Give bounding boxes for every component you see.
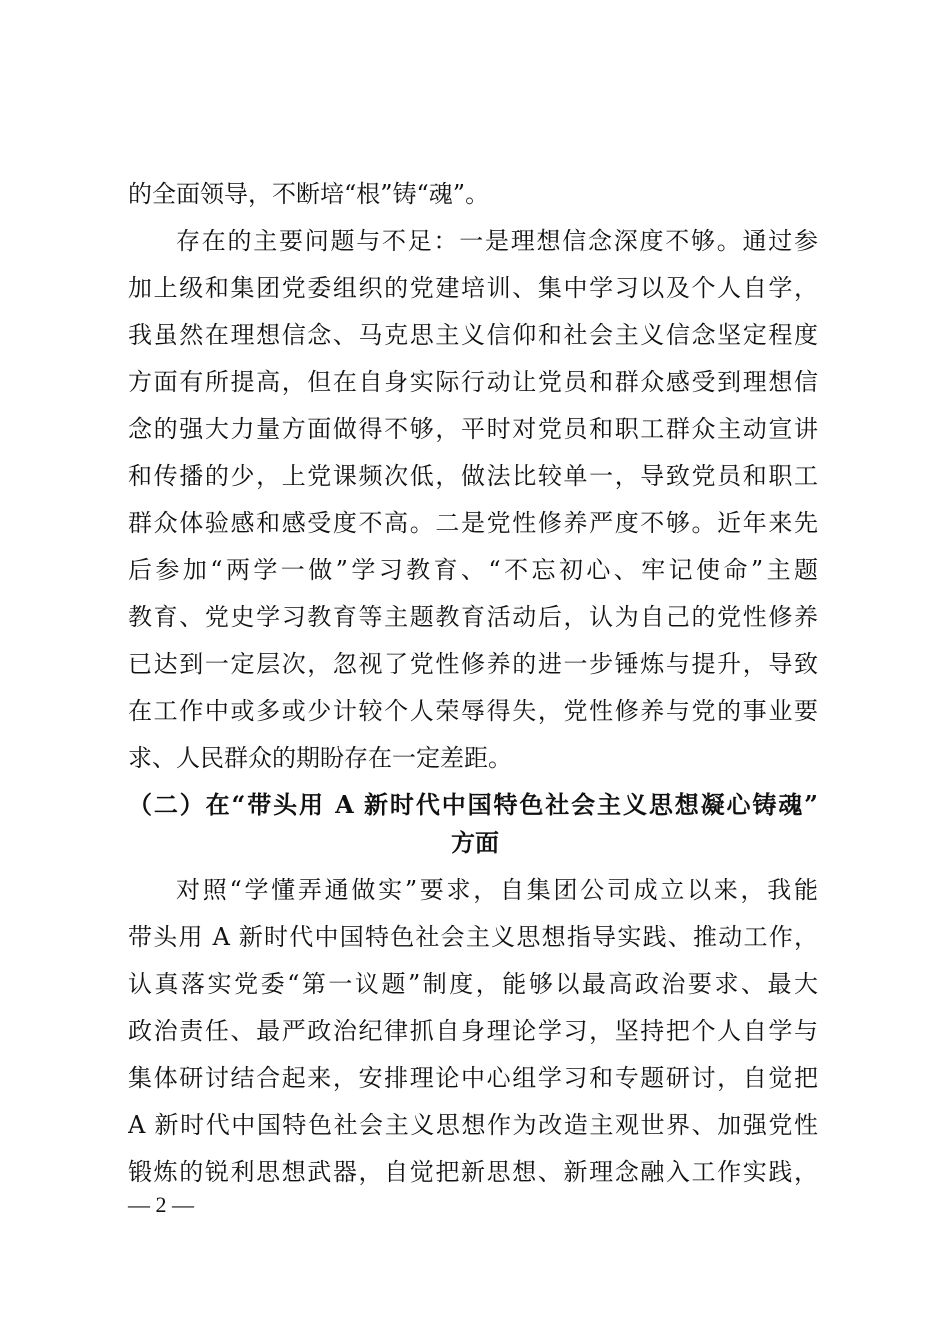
section-heading-continuation: 方面 [451, 828, 499, 857]
paragraph-line: 对照“学懂弄通做实”要求，自集团公司成立以来，我能 [176, 876, 818, 904]
paragraph-line: 带头用 A 新时代中国特色社会主义思想指导实践、推动工作， [128, 923, 818, 951]
paragraph-line: 认真落实党委“第一议题”制度，能够以最高政治要求、最大 [128, 970, 818, 998]
paragraph-line: 求、人民群众的期盼存在一定差距。 [128, 744, 512, 772]
paragraph-line: 教育、党史学习教育等主题教育活动后，认为自己的党性修养 [128, 603, 818, 631]
paragraph-line: 政治责任、最严政治纪律抓自身理论学习，坚持把个人自学与 [128, 1017, 818, 1045]
paragraph-line: 已达到一定层次，忽视了党性修养的进一步锤炼与提升，导致 [128, 650, 818, 678]
paragraph-line: 方面有所提高，但在自身实际行动让党员和群众感受到理想信 [128, 368, 818, 396]
paragraph-line: 的全面领导，不断培“根”铸“魂”。 [128, 180, 490, 208]
paragraph-line: 在工作中或多或少计较个人荣辱得失，党性修养与党的事业要 [128, 697, 818, 725]
page-number: — 2 — [128, 1192, 194, 1217]
paragraph-line: 存在的主要问题与不足：一是理想信念深度不够。通过参 [176, 227, 818, 255]
paragraph-line: A 新时代中国特色社会主义思想作为改造主观世界、加强党性 [128, 1111, 818, 1139]
paragraph-line: 锻炼的锐利思想武器，自觉把新思想、新理念融入工作实践， [128, 1158, 818, 1186]
paragraph-line: 集体研讨结合起来，安排理论中心组学习和专题研讨，自觉把 [128, 1064, 818, 1092]
paragraph-line: 后参加“两学一做”学习教育、“不忘初心、牢记使命”主题 [128, 556, 818, 584]
paragraph-line: 群众体验感和感受度不高。二是党性修养严度不够。近年来先 [128, 509, 818, 537]
paragraph-line: 念的强大力量方面做得不够，平时对党员和职工群众主动宣讲 [128, 415, 818, 443]
section-heading: （二）在“带头用 A 新时代中国特色社会主义思想凝心铸魂” [128, 790, 818, 819]
paragraph-line: 加上级和集团党委组织的党建培训、集中学习以及个人自学， [128, 274, 818, 302]
paragraph-line: 和传播的少，上党课频次低，做法比较单一，导致党员和职工 [128, 462, 818, 490]
paragraph-line: 我虽然在理想信念、马克思主义信仰和社会主义信念坚定程度 [128, 321, 818, 349]
